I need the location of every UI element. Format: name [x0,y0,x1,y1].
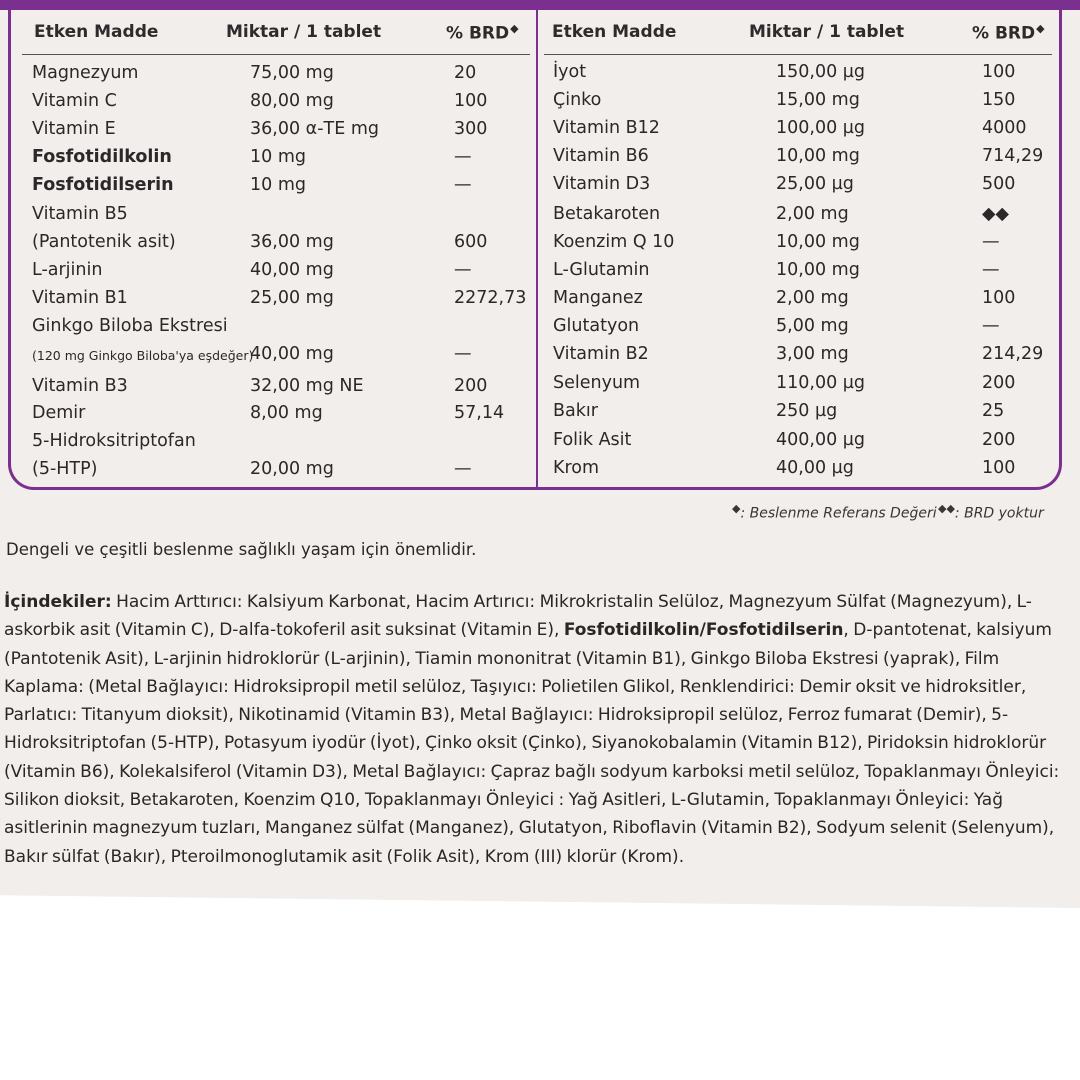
right-header-brd-mark: ◆ [1036,22,1045,35]
left-header-brd [446,22,519,44]
left-row-3-amount: 10 mg [250,147,306,167]
right-row-5-brd: ◆◆ [982,204,1009,224]
left-row-14-name: (5-HTP) [32,459,98,479]
right-row-8-amount: 2,00 mg [776,288,849,308]
right-row-14-name: Krom [553,458,600,478]
right-row-1-amount: 15,00 mg [776,90,860,110]
left-row-14-amount: 20,00 mg [250,459,334,479]
ingredients-bold-part: Fosfotidilkolin/Fosfotidilserin [563,620,844,641]
right-row-12-name: Bakır [553,401,598,421]
footnote-brd [732,502,937,522]
left-header-brd-mark: ◆ [510,22,519,35]
left-row-10-brd: — [454,344,472,364]
ingredients-paragraph [4,588,1078,871]
right-row-9-brd: — [982,316,1000,336]
left-row-10-amount: 40,00 mg [250,344,334,364]
right-row-4-brd: 500 [982,174,1016,194]
left-row-13-name: 5-Hidroksitriptofan [32,431,196,451]
left-row-2-amount: 36,00 α-TE mg [250,119,379,139]
left-row-4-brd: — [454,175,472,195]
right-row-11-brd: 200 [982,373,1016,393]
right-row-5-name: Betakaroten [553,204,661,224]
left-header-brd-label: % BRD [446,23,510,44]
left-row-2-brd: 300 [454,119,488,139]
left-row-7-brd: — [454,260,472,280]
right-row-11-amount: 110,00 µg [776,373,866,393]
right-row-1-brd: 150 [982,90,1016,110]
right-row-7-brd: — [982,260,1000,280]
left-row-3-name: Fosfotidilkolin [32,147,172,167]
left-row-12-brd: 57,14 [454,403,505,423]
right-header-amount: Miktar / 1 tablet [749,22,905,42]
left-row-8-amount: 25,00 mg [250,288,334,308]
right-row-2-amount: 100,00 µg [776,118,866,138]
left-row-11-brd: 200 [454,376,488,396]
right-row-6-name: Koenzim Q 10 [553,232,675,252]
right-row-10-name: Vitamin B2 [553,344,649,364]
right-row-14-brd: 100 [982,458,1016,478]
right-row-3-amount: 10,00 mg [776,146,860,166]
right-row-12-amount: 250 µg [776,401,838,421]
right-row-6-amount: 10,00 mg [776,232,860,252]
left-row-4-name: Fosfotidilserin [32,175,174,195]
left-row-0-brd: 20 [454,63,477,83]
right-row-11-name: Selenyum [553,373,641,393]
right-row-8-name: Manganez [553,288,643,308]
right-row-2-name: Vitamin B12 [553,118,660,138]
right-row-2-brd: 4000 [982,118,1027,138]
ingredients-label: İçindekiler: [4,592,112,612]
left-row-0-name: Magnezyum [32,63,139,83]
right-row-3-name: Vitamin B6 [553,146,649,166]
left-row-6-brd: 600 [454,232,488,252]
left-row-11-name: Vitamin B3 [32,376,128,396]
left-row-6-amount: 36,00 mg [250,232,334,252]
ingredients-text-part2: , D-pantotenat, kalsiyum (Pantotenik Asit), L-arjinin hidroklorür (L-arjinin), Tiamin mononitrat (Vitamin B1), Ginkgo Biloba Ekstresi (yaprak), Film Kaplama: (Metal Bağlayıcı: Hidroksipropil metil selüloz, Taşıyıcı: Polietilen Glikol, Renklendirici: Demir oksit ve hidroksitler, Parlatıcı: Titanyum dioksit), Nikotinamid (Vitamin B3), Metal Bağlayıcı: Hidroksipropil selüloz, Ferroz fumarat (Demir), 5-Hidroksitriptofan (5-HTP), Potasyum iyodür (İyot), Çinko oksit (Çinko), Siyanokobalamin (Vitamin B12), Piridoksin hidroklorür (Vitamin B6), Kolekalsiferol (Vitamin D3), Metal Bağlayıcı: Çapraz bağlı sodyum karboksi metil selüloz, Topaklanmayı Önleyici: Silikon dioksit, Betakaroten, Koenzim Q10, Topaklanmayı Önleyici : Yağ Asitleri, L-Glutamin, Topaklanmayı Önleyici: Yağ asitlerinin magnezyum tuzları, Manganez sülfat (Manganez), Glutatyon, Riboflavin (Vitamin B2), Sodyum selenit (Selenyum), Bakır sülfat (Bakır), Pteroilmonoglutamik asit (Folik Asit), Krom (III) klorür (Krom). [4,620,1060,867]
right-row-10-amount: 3,00 mg [776,344,849,364]
left-row-7-name: L-arjinin [32,260,103,280]
left-row-7-amount: 40,00 mg [250,260,334,280]
left-row-14-brd: — [454,459,472,479]
left-header-ingredient: Etken Madde [34,22,159,42]
right-row-6-brd: — [982,232,1000,252]
footnote-no-brd [938,502,1044,522]
left-row-12-amount: 8,00 mg [250,403,323,423]
right-row-5-amount: 2,00 mg [776,204,849,224]
right-row-4-name: Vitamin D3 [553,174,651,194]
right-row-9-amount: 5,00 mg [776,316,849,336]
right-row-12-brd: 25 [982,401,1005,421]
right-header-rule [544,54,1052,55]
right-row-7-amount: 10,00 mg [776,260,860,280]
right-row-9-name: Glutatyon [553,316,640,336]
right-row-8-brd: 100 [982,288,1016,308]
right-row-0-brd: 100 [982,62,1016,82]
right-row-10-brd: 214,29 [982,344,1044,364]
footnote-brd-symbol: ◆ [732,502,741,515]
right-row-14-amount: 40,00 µg [776,458,854,478]
left-header-amount: Miktar / 1 tablet [226,22,382,42]
right-header-brd-label: % BRD [972,23,1036,44]
right-row-13-brd: 200 [982,430,1016,450]
right-row-13-name: Folik Asit [553,430,632,450]
left-row-8-brd: 2272,73 [454,288,527,308]
left-row-9-name: Ginkgo Biloba Ekstresi [32,316,228,336]
left-row-1-brd: 100 [454,91,488,111]
right-row-7-name: L-Glutamin [553,260,650,280]
left-row-0-amount: 75,00 mg [250,63,334,83]
left-row-5-name: Vitamin B5 [32,204,128,224]
nutrition-statement: Dengeli ve çeşitli beslenme sağlıklı yaşam için önemlidir. [6,540,477,559]
left-header-rule [22,54,530,55]
left-row-10-name: (120 mg Ginkgo Biloba'ya eşdeğer) [32,348,254,363]
table-column-divider [536,10,538,490]
left-row-6-name: (Pantotenik asit) [32,232,176,252]
left-row-2-name: Vitamin E [32,119,116,139]
left-row-4-amount: 10 mg [250,175,306,195]
right-header-brd [972,22,1045,44]
left-row-1-amount: 80,00 mg [250,91,334,111]
footnote-no-brd-text: : BRD yoktur [954,505,1044,522]
right-row-1-name: Çinko [553,90,602,110]
right-header-ingredient: Etken Madde [552,22,677,42]
footnote-no-brd-symbol: ◆◆ [938,502,955,515]
left-row-1-name: Vitamin C [32,91,117,111]
right-row-4-amount: 25,00 µg [776,174,854,194]
left-row-3-brd: — [454,147,472,167]
right-row-0-amount: 150,00 µg [776,62,866,82]
right-row-13-amount: 400,00 µg [776,430,866,450]
left-row-12-name: Demir [32,403,86,423]
left-row-8-name: Vitamin B1 [32,288,128,308]
footnote-brd-text: : Beslenme Referans Değeri [740,505,937,522]
right-row-3-brd: 714,29 [982,146,1044,166]
ingredients-text-part1: Hacim Arttırıcı: Kalsiyum Karbonat, Hacim Artırıcı: Mikrokristalin Selüloz, Magnezyum Sülfat (Magnezyum), L-askorbik asit (Vitamin C), D-alfa-tokoferil asit suksinat (Vitamin E), [4,592,1032,641]
left-row-11-amount: 32,00 mg NE [250,376,364,396]
right-row-0-name: İyot [553,62,587,82]
